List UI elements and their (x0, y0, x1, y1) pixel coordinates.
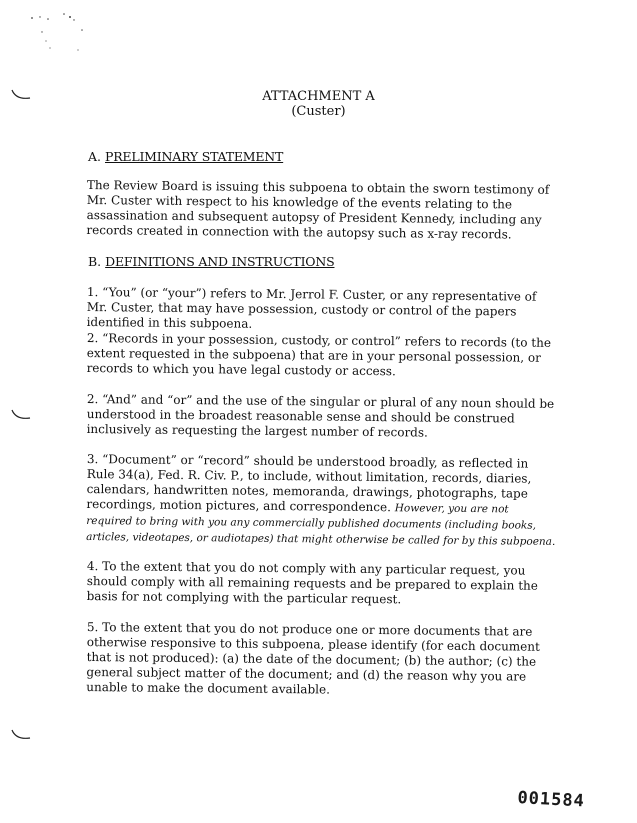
section-a-body: The Review Board is issuing this subpoena to obtain the sworn testimony of Mr. Custer with respect to his knowledge of the events relating to the assassination and subsequent autopsy of President Kennedy, including any records created in connection with the autopsy such as x-ray records. (86, 178, 550, 242)
section-a-title: PRELIMINARY STATEMENT (105, 149, 284, 164)
scan-specks (28, 8, 98, 58)
punch-hole-mark (10, 728, 34, 742)
definition-item-3 (86, 452, 557, 550)
punch-hole-mark (10, 408, 34, 422)
section-a-label: A. (88, 149, 102, 164)
definition-item-3-text: 3. “Document” or “record” should be understood broadly, as reflected in Rule 34(a), Fed. R. Civ. P., to include, without limitation, records, diaries, calendars, handwritten notes, memoranda, drawings, photographs, tape recordings, motion pictures, and correspondence. (86, 452, 532, 515)
definition-item-5: 5. To the extent that you do not produce one or more documents that are otherwise responsive to this subpoena, please identify (for each document that is not produced): (a) the date of the document; (b) the author; (c) the general subject matter of the document; and (d) the reason why you are unable to make the document available. (86, 620, 540, 697)
definition-item-1: 1. “You” (or “your”) refers to Mr. Jerrol F. Custer, or any representative of Mr. Custer, that may have possession, custody or control of the papers identified in this subpoena. (86, 285, 537, 331)
bates-number: 001584 (516, 788, 586, 812)
definition-item-2: 2. “Records in your possession, custody, or control” refers to records (to the extent requested in the subpoena) that are in your personal possession, or records to which you have legal custody or access. (86, 331, 552, 379)
attachment-title: ATTACHMENT A (262, 89, 375, 104)
section-b-title: DEFINITIONS AND INSTRUCTIONS (105, 254, 335, 269)
definition-item-3-italic: However, you are not required to bring with you any commercially published documents (including books, articles, videotapes, or audiotapes) that might otherwise be called for by this subpoena. (86, 502, 556, 548)
section-b-heading (88, 254, 334, 269)
section-a-heading (88, 149, 283, 164)
attachment-subtitle: (Custer) (291, 104, 346, 119)
definition-item-4: 4. To the extent that you do not comply with any particular request, you should comply with all remaining requests and be prepared to explain the basis for not complying with the particular request. (86, 559, 538, 607)
section-b-label: B. (88, 254, 102, 269)
definition-item-2b: 2. “And” and “or” and the use of the singular or plural of any noun should be understood in the broadest reasonable sense and should be construed inclusively as requesting the largest number of records. (86, 392, 555, 440)
